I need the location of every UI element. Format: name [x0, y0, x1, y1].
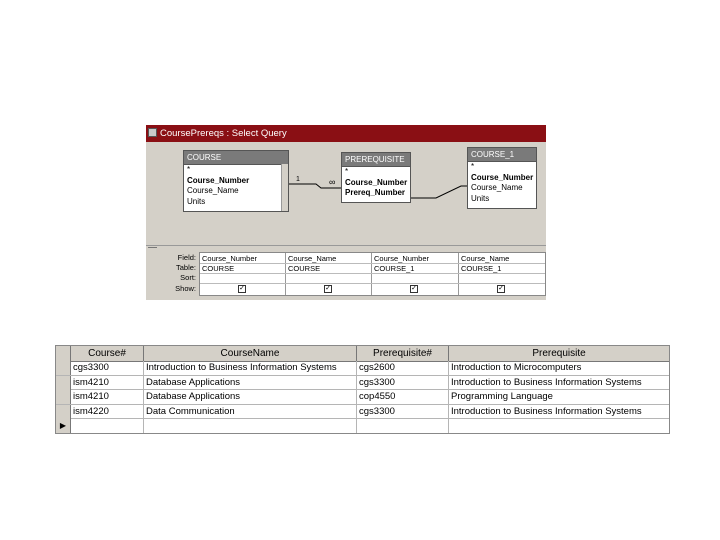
show-checkbox[interactable]: ✓	[498, 285, 504, 292]
new-cell[interactable]	[357, 419, 449, 433]
grid-column[interactable]	[372, 253, 459, 295]
grid-row-divider	[200, 273, 545, 274]
grid-row-label-show: Show:	[175, 284, 196, 293]
table-box-title[interactable]: PREREQUISITE	[342, 153, 410, 167]
field-item[interactable]: Course_Number	[345, 177, 408, 187]
query-results-datasheet	[55, 345, 670, 434]
grid-table-cell[interactable]: COURSE	[288, 264, 321, 273]
query-design-window	[146, 125, 546, 300]
grid-row-label-field: Field:	[177, 253, 196, 262]
record-selector[interactable]	[56, 361, 71, 375]
cell-prerequisite[interactable]: Programming Language	[451, 391, 553, 402]
window-title: CoursePrereqs : Select Query	[160, 128, 287, 139]
record-selector[interactable]	[56, 376, 71, 390]
cell-prerequisite-number[interactable]: cgs3300	[357, 405, 449, 419]
column-header-course-name[interactable]: CourseName	[144, 346, 357, 361]
grid-column[interactable]	[459, 253, 545, 295]
cell-prerequisite[interactable]: Introduction to Business Information Systems	[451, 405, 642, 417]
cell-course-number[interactable]: ism4220	[71, 405, 144, 419]
field-item[interactable]: *	[187, 165, 191, 174]
new-cell[interactable]	[449, 419, 669, 433]
field-item[interactable]: Prereq_Number	[345, 188, 406, 197]
table-row[interactable]	[56, 390, 669, 405]
grid-table-cell[interactable]: COURSE_1	[374, 264, 415, 273]
field-item[interactable]: Units	[471, 193, 490, 203]
field-item[interactable]: Course_Number	[471, 172, 534, 182]
grid-field-cell[interactable]: Course_Name	[288, 254, 337, 263]
cell-course-name[interactable]: Database Applications	[144, 376, 357, 390]
cell-prerequisite-number[interactable]: cgs2600	[357, 361, 449, 375]
column-header-prerequisite-number[interactable]: Prerequisite#	[357, 346, 449, 361]
cell-course-number[interactable]: ism4210	[71, 390, 144, 404]
cell-course-name[interactable]: Introduction to Business Information Systems	[144, 361, 357, 375]
table-row[interactable]	[56, 376, 669, 391]
new-cell[interactable]	[71, 419, 144, 433]
table-row[interactable]	[56, 405, 669, 420]
grid-table-cell[interactable]: COURSE_1	[461, 264, 502, 273]
datasheet-header	[56, 346, 669, 362]
new-record-arrow-icon[interactable]: ▶	[56, 419, 71, 433]
cell-prerequisite-number[interactable]: cgs3300	[357, 376, 449, 390]
field-item[interactable]: Course_Name	[187, 186, 239, 195]
cell-prerequisite-number[interactable]: cop4550	[357, 390, 449, 404]
table-row[interactable]	[56, 361, 669, 376]
query-icon	[148, 128, 157, 137]
join-one-label: 1	[296, 176, 300, 183]
column-header-course-number[interactable]: Course#	[71, 346, 144, 361]
select-all-cell[interactable]	[56, 346, 71, 361]
show-checkbox[interactable]: ✓	[411, 285, 417, 292]
cell-course-name[interactable]: Data Communication	[144, 405, 357, 419]
table-pane	[146, 142, 546, 246]
field-item[interactable]: *	[471, 162, 475, 171]
show-checkbox[interactable]: ✓	[325, 285, 331, 292]
new-cell[interactable]	[144, 419, 357, 433]
grid-column[interactable]	[200, 253, 286, 295]
join-many-label: ∞	[329, 177, 336, 187]
grid-row-divider	[200, 283, 545, 284]
grid-table-cell[interactable]: COURSE	[202, 264, 235, 273]
cell-prerequisite[interactable]: Introduction to Microcomputers	[451, 362, 582, 373]
cell-prerequisite[interactable]: Introduction to Business Information Systems	[451, 376, 642, 388]
window-title-bar[interactable]	[146, 125, 546, 142]
record-selector[interactable]	[56, 390, 71, 404]
grid-row-divider	[200, 263, 545, 264]
grid-field-cell[interactable]: Course_Name	[461, 254, 510, 263]
grid-row-label-table: Table:	[175, 263, 196, 272]
table-box-title[interactable]: COURSE	[184, 151, 288, 165]
grid-row-label-sort: Sort:	[180, 273, 196, 282]
show-checkbox[interactable]: ✓	[239, 285, 245, 292]
cell-course-number[interactable]: cgs3300	[71, 361, 144, 375]
field-item[interactable]: Course_Name	[471, 183, 523, 192]
cell-course-number[interactable]: ism4210	[71, 376, 144, 390]
join-line-prerequisite-course1	[411, 186, 467, 198]
field-item[interactable]: Course_Number	[187, 175, 250, 185]
join-lines	[146, 142, 546, 246]
grid-field-cell[interactable]: Course_Number	[374, 254, 430, 263]
field-item[interactable]: Units	[187, 196, 206, 206]
query-design-grid	[146, 248, 546, 300]
grid-table	[199, 252, 546, 296]
column-header-prerequisite[interactable]: Prerequisite	[532, 348, 586, 359]
grid-field-cell[interactable]: Course_Number	[202, 254, 258, 263]
grid-column[interactable]	[286, 253, 372, 295]
cell-course-name[interactable]: Database Applications	[144, 390, 357, 404]
field-item[interactable]: *	[345, 167, 349, 176]
table-box-title[interactable]: COURSE_1	[468, 148, 536, 162]
record-selector[interactable]	[56, 405, 71, 419]
new-record-row[interactable]	[56, 419, 669, 434]
